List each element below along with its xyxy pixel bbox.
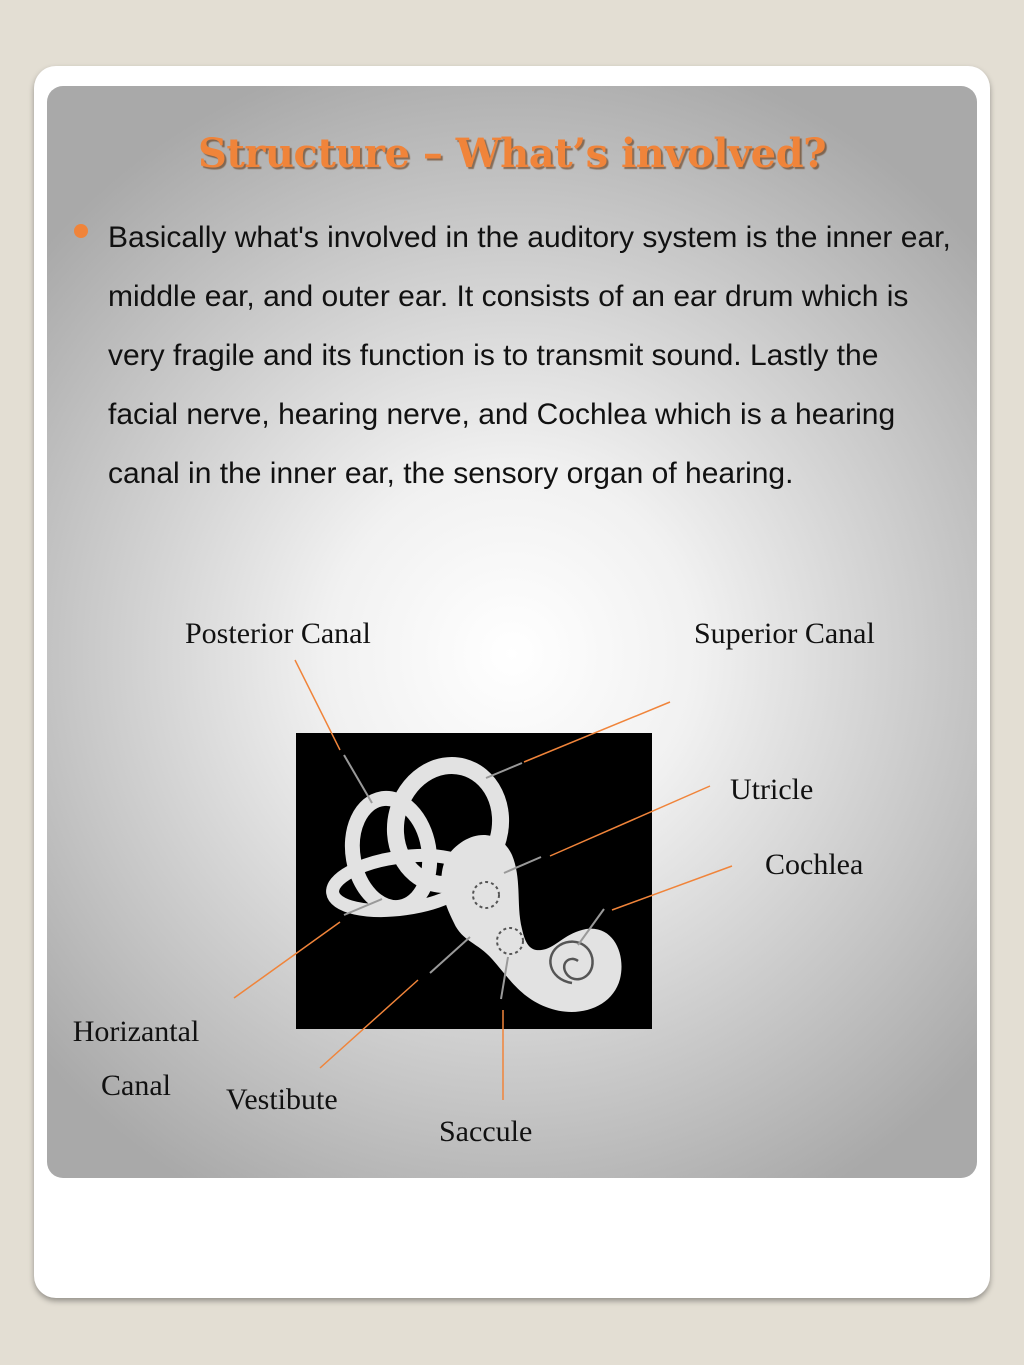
bullet-dot-icon <box>74 224 88 238</box>
cochlea-label: Cochlea <box>765 848 864 881</box>
posterior-canal-label: Posterior Canal <box>185 617 371 650</box>
horizontal-canal-label-line1: Horizantal <box>72 1015 200 1048</box>
vestibute-label: Vestibute <box>226 1083 338 1116</box>
horizontal-canal-label-line2: Canal <box>101 1069 171 1102</box>
slide-title: Structure – What’s involved? <box>197 130 827 177</box>
inner-ear-diagram <box>296 733 652 1029</box>
bullet-text: Basically what's involved in the auditory system is the inner ear, middle ear, and outer ear. It consists of an ear drum which is very fragile and its function is to transmit sound. Lastly the facial nerve, hearing nerve, and Cochlea which is a hearing canal in the inner ear, the sensory organ of hearing. <box>108 221 951 490</box>
inner-ear-illustration <box>296 733 652 1029</box>
utricle-label: Utricle <box>730 773 814 806</box>
superior-canal-label: Superior Canal <box>694 617 875 650</box>
saccule-label: Saccule <box>439 1115 533 1148</box>
